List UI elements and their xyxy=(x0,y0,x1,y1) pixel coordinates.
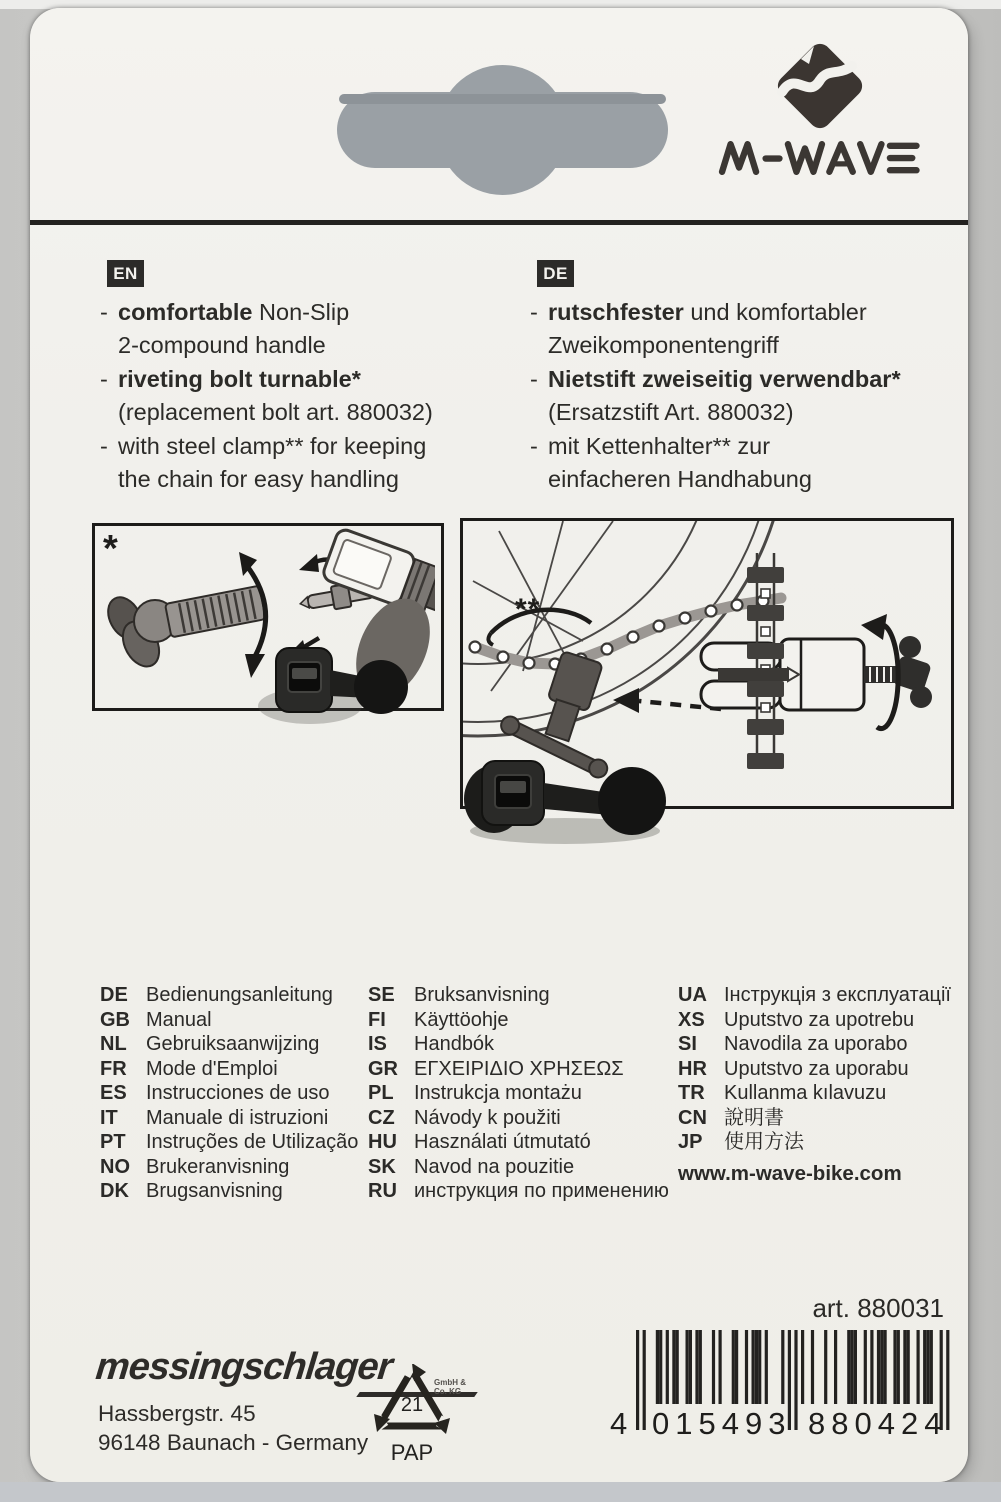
feature-line: Zweikomponentengriff xyxy=(548,332,779,359)
euro-slot-hole xyxy=(337,65,668,195)
feature-line: (replacement bolt art. 880032) xyxy=(118,399,433,426)
language-code: SE xyxy=(368,984,395,1006)
m-wave-wordmark xyxy=(696,141,950,175)
language-code: JP xyxy=(678,1131,703,1153)
language-code: ES xyxy=(100,1082,127,1104)
double-asterisk-label: ** xyxy=(515,593,541,626)
feature-list-en xyxy=(100,296,520,496)
language-code: SI xyxy=(678,1033,697,1055)
recycling-material-label: PAP xyxy=(390,1440,434,1465)
address-line-1: Hassbergstr. 45 xyxy=(98,1401,256,1426)
manufacturer-legal-suffix: GmbH & Co. KG xyxy=(434,1378,466,1396)
language-row xyxy=(678,983,951,1008)
language-row xyxy=(368,1032,669,1057)
diagram-riveting-bolt xyxy=(92,523,444,711)
language-label: Brukeranvisning xyxy=(146,1155,290,1178)
language-code: TR xyxy=(678,1082,705,1104)
language-code: CZ xyxy=(368,1106,395,1129)
packaging-card-back xyxy=(30,8,968,1482)
language-code: NL xyxy=(100,1033,127,1055)
language-row xyxy=(100,1081,358,1106)
language-code: RU xyxy=(368,1180,397,1202)
language-label: Handbók xyxy=(414,1033,495,1055)
language-badge-de: DE xyxy=(537,260,574,287)
language-code: UA xyxy=(678,984,707,1006)
language-row xyxy=(100,983,358,1008)
language-code: PT xyxy=(100,1131,126,1153)
language-label: Manual xyxy=(146,1008,212,1031)
language-code: DK xyxy=(100,1180,129,1202)
language-row xyxy=(368,1057,669,1082)
language-label: Navod na pouzitie xyxy=(414,1155,575,1178)
feature-line: the chain for easy handling xyxy=(118,466,399,493)
m-wave-diamond-icon xyxy=(768,32,872,144)
language-row xyxy=(678,1106,951,1131)
feature-line: - comfortable Non-Slip xyxy=(100,299,350,325)
language-row xyxy=(678,1008,951,1033)
language-row xyxy=(368,1081,669,1106)
language-label: инструкция по применению xyxy=(414,1180,669,1202)
language-row xyxy=(368,1179,669,1204)
recycling-number: 21 xyxy=(400,1394,424,1416)
language-code: XS xyxy=(678,1008,705,1031)
chain-usage-illustration xyxy=(463,521,945,800)
website-url: www.m-wave-bike.com xyxy=(678,1161,902,1185)
language-column-1 xyxy=(100,983,358,1204)
language-row xyxy=(100,1155,358,1180)
feature-line: - rutschfester und komfortabler xyxy=(530,299,867,325)
article-number: art. 880031 xyxy=(812,1293,944,1323)
feature-line: - mit Kettenhalter** zur xyxy=(530,432,771,459)
manufacturer-address xyxy=(98,1400,368,1457)
language-label: Інструкція з експлуатації xyxy=(724,984,951,1006)
feature-line: - Nietstift zweiseitig verwendbar* xyxy=(530,365,901,392)
language-label: Gebruiksaanwijzing xyxy=(146,1033,320,1055)
language-label: Uputstvo za upotrebu xyxy=(724,1008,915,1031)
language-label: 使用方法 xyxy=(724,1131,804,1153)
language-row xyxy=(678,1032,951,1057)
language-code: FI xyxy=(368,1008,386,1031)
language-label: 說明書 xyxy=(724,1106,784,1129)
language-code: NO xyxy=(100,1155,130,1178)
riveting-bolt-illustration xyxy=(95,526,435,702)
language-row xyxy=(100,1008,358,1033)
feature-line: 2-compound handle xyxy=(118,332,326,359)
language-row xyxy=(100,1057,358,1082)
language-code: HR xyxy=(678,1057,707,1080)
barcode-digit-left: 4 xyxy=(610,1406,628,1441)
language-row xyxy=(100,1106,358,1131)
language-label: Instrukcja montażu xyxy=(414,1082,582,1104)
language-label: Mode d'Emploi xyxy=(146,1057,278,1080)
language-code: DE xyxy=(100,984,128,1006)
ean-barcode xyxy=(612,1326,952,1442)
language-code: IT xyxy=(100,1106,118,1129)
language-label: Brugsanvisning xyxy=(146,1180,283,1202)
language-label: Navodila za uporabo xyxy=(724,1033,908,1055)
language-label: Használati útmutató xyxy=(414,1131,591,1153)
language-label: Návody k použiti xyxy=(414,1106,561,1129)
language-label: Instrucciones de uso xyxy=(146,1082,330,1104)
feature-list-de xyxy=(530,296,950,496)
language-row xyxy=(100,1032,358,1057)
language-label: Bruksanvisning xyxy=(414,984,550,1006)
diagram-chain-usage xyxy=(460,518,954,809)
feature-line: einfacheren Handhabung xyxy=(548,466,812,493)
language-row xyxy=(368,1008,669,1033)
language-label: Bedienungsanleitung xyxy=(146,984,333,1006)
manufacturer-logo-text: messingschlager xyxy=(93,1346,394,1388)
language-code: IS xyxy=(368,1033,387,1055)
recycling-mark xyxy=(372,1364,458,1468)
language-code: GR xyxy=(368,1057,398,1080)
language-row xyxy=(100,1179,358,1204)
language-row xyxy=(368,1106,669,1131)
barcode-digits-group2: 880424 xyxy=(808,1406,948,1441)
language-label: Manuale di istruzioni xyxy=(146,1106,329,1129)
language-row xyxy=(100,1130,358,1155)
language-label: Instruções de Utilização xyxy=(146,1131,359,1153)
language-code: GB xyxy=(100,1008,130,1031)
language-code: HU xyxy=(368,1131,397,1153)
language-row xyxy=(368,983,669,1008)
language-column-3 xyxy=(678,983,951,1186)
language-column-2 xyxy=(368,983,669,1204)
feature-line: - with steel clamp** for keeping xyxy=(100,432,427,459)
language-row xyxy=(678,1081,951,1106)
feature-line: - riveting bolt turnable* xyxy=(100,365,361,392)
feature-line: (Ersatzstift Art. 880032) xyxy=(548,399,794,426)
asterisk-label: * xyxy=(103,528,118,570)
language-row xyxy=(678,1130,951,1155)
language-label: Käyttöohje xyxy=(414,1008,509,1031)
language-code: FR xyxy=(100,1057,127,1080)
language-row xyxy=(368,1155,669,1180)
language-row xyxy=(368,1130,669,1155)
language-label: Uputstvo za uporabu xyxy=(724,1057,909,1080)
language-code: PL xyxy=(368,1082,394,1104)
header-divider xyxy=(30,220,968,225)
address-line-2: 96148 Baunach - Germany xyxy=(98,1429,369,1455)
language-code: CN xyxy=(678,1106,707,1129)
barcode-digits-group1: 015493 xyxy=(652,1406,792,1441)
language-label: Kullanma kılavuzu xyxy=(724,1082,887,1104)
language-badge-en: EN xyxy=(107,260,144,287)
language-row xyxy=(678,1057,951,1082)
language-code: SK xyxy=(368,1155,396,1178)
language-label: ΕΓΧΕΙΡΙΔΙΟ ΧΡΗΣΕΩΣ xyxy=(414,1057,624,1080)
